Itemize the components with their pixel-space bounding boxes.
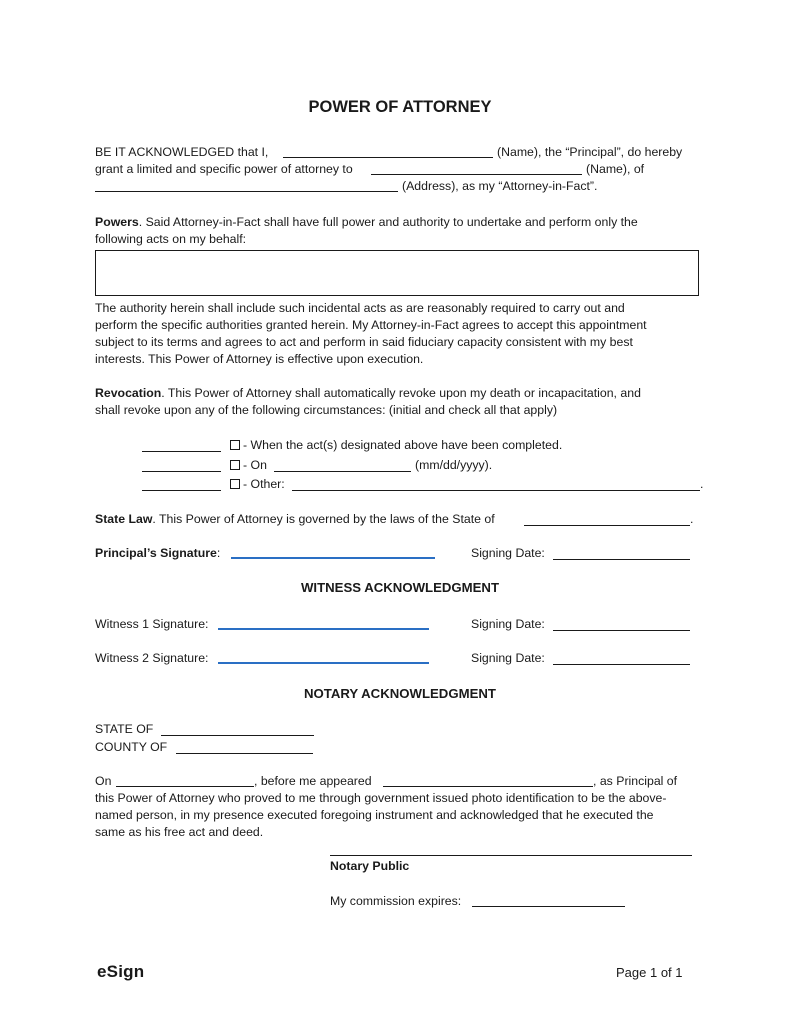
commission-date-field[interactable] xyxy=(472,906,625,907)
esign-logo: eSign xyxy=(97,962,145,981)
checkbox-1[interactable] xyxy=(230,440,240,450)
revocation-heading: Revocation xyxy=(95,386,162,400)
option-1-label: - When the act(s) designated above have been completed. xyxy=(243,438,563,452)
option-2-label: - On xyxy=(243,458,267,472)
notary-line4: same as his free act and deed. xyxy=(95,825,264,839)
notary-on-label: On xyxy=(95,774,112,788)
initial-field-2[interactable] xyxy=(142,471,221,472)
notary-county-field[interactable] xyxy=(176,753,313,754)
notary-county-label: COUNTY OF xyxy=(95,740,168,754)
state-law-suffix: . xyxy=(690,512,694,526)
state-law-heading: State Law xyxy=(95,512,153,526)
witness2-date-label: Signing Date: xyxy=(471,651,545,665)
state-law-paragraph xyxy=(95,511,495,528)
witness1-signature-field[interactable] xyxy=(218,628,429,630)
principal-signature-text: Principal’s Signature xyxy=(95,546,217,560)
authority-line4: interests. This Power of Attorney is effective upon execution. xyxy=(95,352,424,366)
notary-state-field[interactable] xyxy=(161,735,314,736)
authority-line2: perform the specific authorities granted herein. My Attorney-in-Fact agrees to accept this appointment xyxy=(95,318,647,332)
revocation-line2: shall revoke upon any of the following circumstances: (initial and check all that apply) xyxy=(95,403,558,417)
checkbox-2[interactable] xyxy=(230,460,240,470)
notary-heading: NOTARY ACKNOWLEDGMENT xyxy=(304,686,496,701)
notary-signature-field[interactable] xyxy=(330,855,692,856)
revocation-other-field[interactable] xyxy=(292,490,700,491)
revocation-option-1 xyxy=(230,437,562,454)
witness1-label: Witness 1 Signature: xyxy=(95,617,209,631)
commission-label: My commission expires: xyxy=(330,894,462,908)
powers-paragraph xyxy=(95,214,638,231)
checkbox-3[interactable] xyxy=(230,479,240,489)
powers-text-box[interactable] xyxy=(95,250,699,296)
document-title: POWER OF ATTORNEY xyxy=(308,98,492,116)
attorney-address-field[interactable] xyxy=(95,191,398,192)
principal-signature-field[interactable] xyxy=(231,557,435,559)
intro-line2-a: grant a limited and specific power of attorney to xyxy=(95,162,353,176)
revocation-date-field[interactable] xyxy=(274,471,411,472)
revocation-text: . This Power of Attorney shall automatically revoke upon my death or incapacitation, and xyxy=(161,386,641,400)
state-law-text: . This Power of Attorney is governed by the laws of the State of xyxy=(152,512,495,526)
witness2-date-field[interactable] xyxy=(553,664,690,665)
notary-appeared-name-field[interactable] xyxy=(383,786,593,787)
witness1-date-field[interactable] xyxy=(553,630,690,631)
notary-public-label: Notary Public xyxy=(330,859,410,873)
witness2-signature-field[interactable] xyxy=(218,662,429,664)
intro-line1-a: BE IT ACKNOWLEDGED that I, xyxy=(95,145,269,159)
notary-line3: named person, in my presence executed foregoing instrument and acknowledged that he executed the xyxy=(95,808,654,822)
notary-state-label: STATE OF xyxy=(95,722,154,736)
intro-line1-b: (Name), the “Principal”, do hereby xyxy=(497,145,683,159)
notary-before-label: , before me appeared xyxy=(254,774,372,788)
revocation-paragraph xyxy=(95,385,641,402)
intro-line2-b: (Name), of xyxy=(586,162,645,176)
authority-line3: subject to its terms and agrees to act and perform in said fiduciary capacity consistent with my best xyxy=(95,335,633,349)
state-field[interactable] xyxy=(524,525,690,526)
initial-field-3[interactable] xyxy=(142,490,221,491)
principal-date-field[interactable] xyxy=(553,559,690,560)
intro-line3-b: (Address), as my “Attorney-in-Fact”. xyxy=(402,179,598,193)
witness-heading: WITNESS ACKNOWLEDGMENT xyxy=(300,580,500,595)
principal-date-label: Signing Date: xyxy=(471,546,545,560)
option-3-suffix: . xyxy=(700,477,704,491)
powers-line2: following acts on my behalf: xyxy=(95,232,247,246)
powers-heading: Powers xyxy=(95,215,139,229)
principal-name-field[interactable] xyxy=(283,157,493,158)
notary-principal-of: , as Principal of xyxy=(593,774,678,788)
option-2-suffix: (mm/dd/yyyy). xyxy=(415,458,493,472)
principal-signature-colon: : xyxy=(216,546,221,560)
initial-field-1[interactable] xyxy=(142,451,221,452)
witness2-label: Witness 2 Signature: xyxy=(95,651,209,665)
witness1-date-label: Signing Date: xyxy=(471,617,545,631)
notary-line2: this Power of Attorney who proved to me through government issued photo identification to be the above- xyxy=(95,791,667,805)
attorney-name-field[interactable] xyxy=(371,174,582,175)
option-3-label: - Other: xyxy=(243,477,285,491)
principal-signature-label xyxy=(95,545,220,562)
revocation-option-2 xyxy=(230,457,267,474)
revocation-option-3 xyxy=(230,476,285,493)
powers-text: . Said Attorney-in-Fact shall have full power and authority to undertake and perform only the xyxy=(138,215,638,229)
authority-line1: The authority herein shall include such incidental acts as are reasonably required to carry out and xyxy=(95,301,625,315)
page-number: Page 1 of 1 xyxy=(616,965,683,980)
notary-date-field[interactable] xyxy=(116,786,254,787)
